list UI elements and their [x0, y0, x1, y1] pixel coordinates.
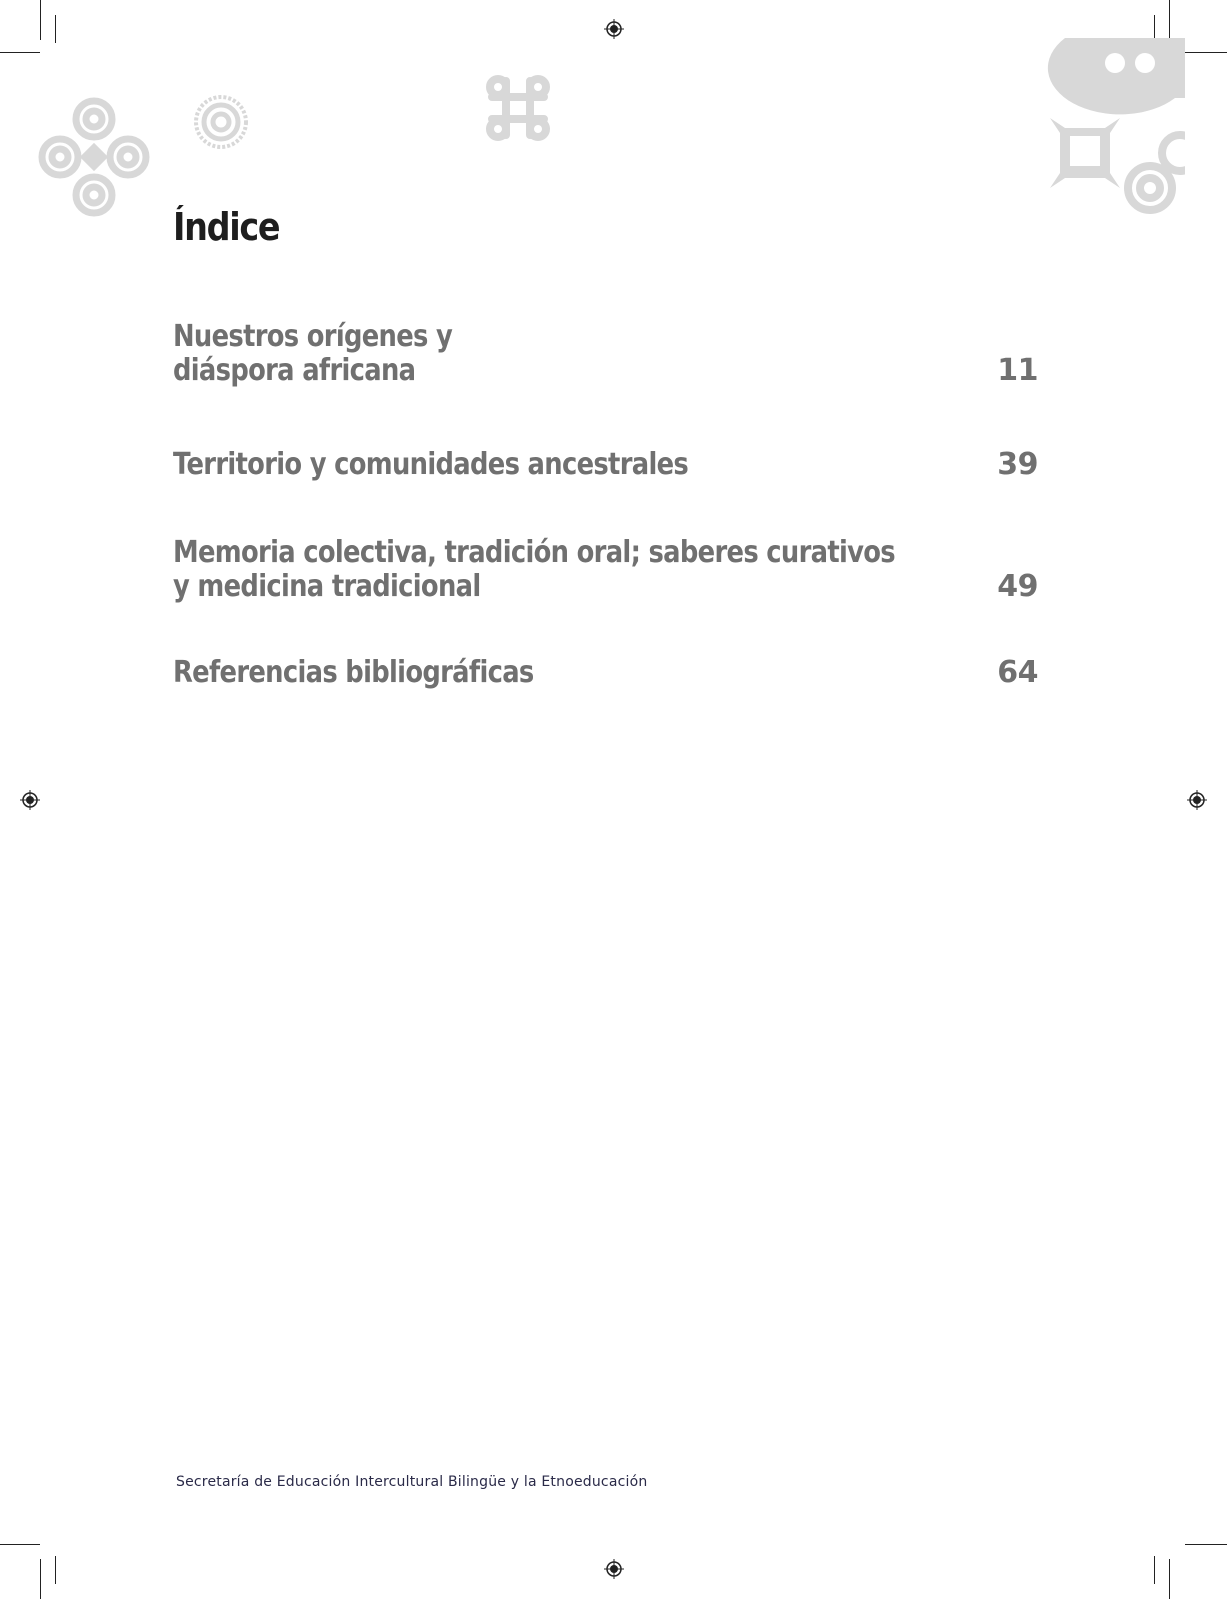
toc-entry-page-number: 11: [997, 353, 1038, 388]
registration-mark-bottom-icon: [604, 1559, 624, 1579]
toc-entry[interactable]: [173, 320, 1038, 388]
toc-entry-title-line: Memoria colectiva, tradición oral; saberes curativos: [173, 535, 895, 570]
toc-entry[interactable]: [173, 656, 1038, 690]
toc-entry-title-line: y medicina tradicional: [173, 569, 481, 604]
toc-entry[interactable]: [173, 536, 1038, 604]
registration-mark-left-icon: [20, 790, 40, 810]
adinkra-spiral-cluster-icon: [38, 95, 150, 217]
toc-entry-page-number: 64: [997, 655, 1038, 690]
toc-entry-title-line: Territorio y comunidades ancestrales: [173, 447, 689, 482]
toc-entry-title: [173, 536, 917, 604]
toc-entry-title: [173, 448, 917, 482]
adinkra-knot-icon: [484, 73, 552, 143]
toc-entry-page-number: 49: [997, 569, 1038, 604]
toc-entry-title-line: Nuestros orígenes y: [173, 319, 453, 354]
toc-entry-title-line: diáspora africana: [173, 353, 416, 388]
page-footer: Secretaría de Educación Intercultural Bilingüe y la Etnoeducación: [176, 1474, 648, 1490]
toc-entry-title: [173, 320, 917, 388]
toc-entry-page-number: 39: [997, 447, 1038, 482]
adinkra-concentric-circle-icon: [193, 94, 249, 150]
toc-entry-title-line: Referencias bibliográficas: [173, 655, 534, 690]
toc-entry-title: [173, 656, 917, 690]
toc-entry[interactable]: [173, 448, 1038, 482]
page-title: Índice: [173, 205, 280, 249]
registration-mark-top-icon: [604, 19, 624, 39]
registration-mark-right-icon: [1187, 790, 1207, 810]
adinkra-frame-corner-icon: [1030, 38, 1185, 243]
